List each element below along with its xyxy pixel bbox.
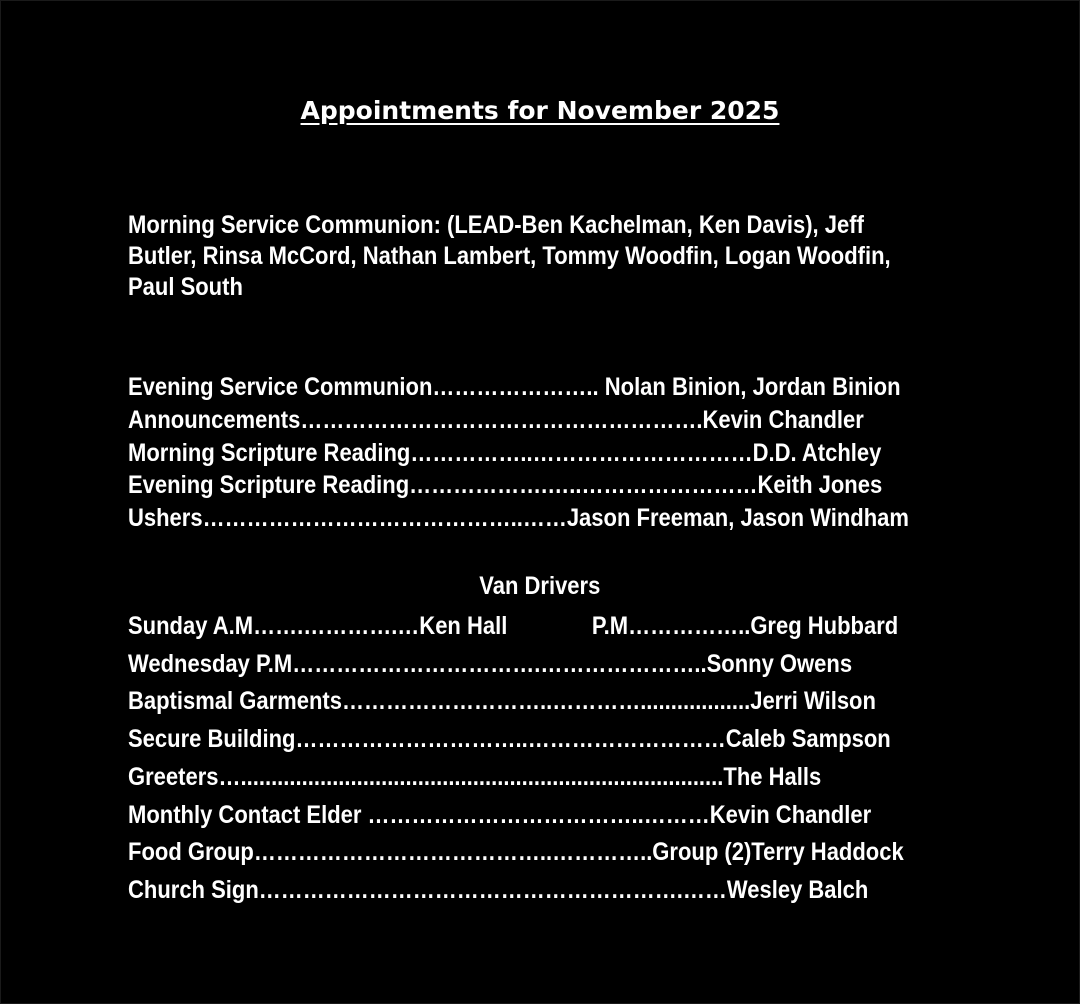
duty-row-announcements: Announcements……………………………………………….Kevin Chandler bbox=[128, 405, 864, 434]
duty-row-ushers: Ushers……………………………………..……Jason Freeman, Jason Windham bbox=[128, 504, 909, 533]
duty-row-greeters: Greeters…...............................................................................The Halls bbox=[128, 762, 822, 791]
duty-row-evening-scripture: Evening Scripture Reading……………….…..……………………Keith Jones bbox=[128, 471, 883, 500]
duty-row-food-group: Food Group…………………………………..…………..Group (2)Terry Haddock bbox=[128, 838, 904, 867]
page-title: Appointments for November 2025 bbox=[300, 96, 780, 125]
morning-communion-text: Morning Service Communion: (LEAD-Ben Kachelman, Ken Davis), Jeff Butler, Rinsa McCord, Nathan Lambert, Tommy Woodfin, Logan Woodfin, Paul South bbox=[128, 211, 891, 301]
sunday-am-driver: Sunday A.M…….………….…Ken Hall bbox=[128, 612, 508, 640]
duty-row-baptismal-garments: Baptismal Garments………………………..…………..................Jerri Wilson bbox=[128, 687, 876, 716]
duty-row-secure-building: Secure Building…………………………..………………………Caleb Sampson bbox=[128, 725, 891, 754]
duties-bottom-list bbox=[128, 608, 904, 910]
duty-row-morning-scripture: Morning Scripture Reading……………..…………………………D.D. Atchley bbox=[128, 438, 882, 467]
duty-row-wednesday-van: Wednesday P.M…………………………….…………………..Sonny Owens bbox=[128, 649, 853, 678]
duty-row-evening-communion: Evening Service Communion………………….. Nolan Binion, Jordan Binion bbox=[128, 373, 901, 401]
duty-row-contact-elder: Monthly Contact Elder ………………………………..………Kevin Chandler bbox=[128, 800, 872, 829]
duty-row-church-sign: Church Sign………………………………………………….……Wesley Balch bbox=[128, 875, 869, 904]
van-drivers-heading bbox=[0, 572, 1080, 601]
duty-row-sunday-van bbox=[128, 608, 904, 646]
sunday-pm-driver: P.M……………..Greg Hubbard bbox=[591, 612, 899, 640]
van-drivers-heading-text: Van Drivers bbox=[479, 572, 601, 600]
duties-top-list bbox=[128, 371, 909, 535]
